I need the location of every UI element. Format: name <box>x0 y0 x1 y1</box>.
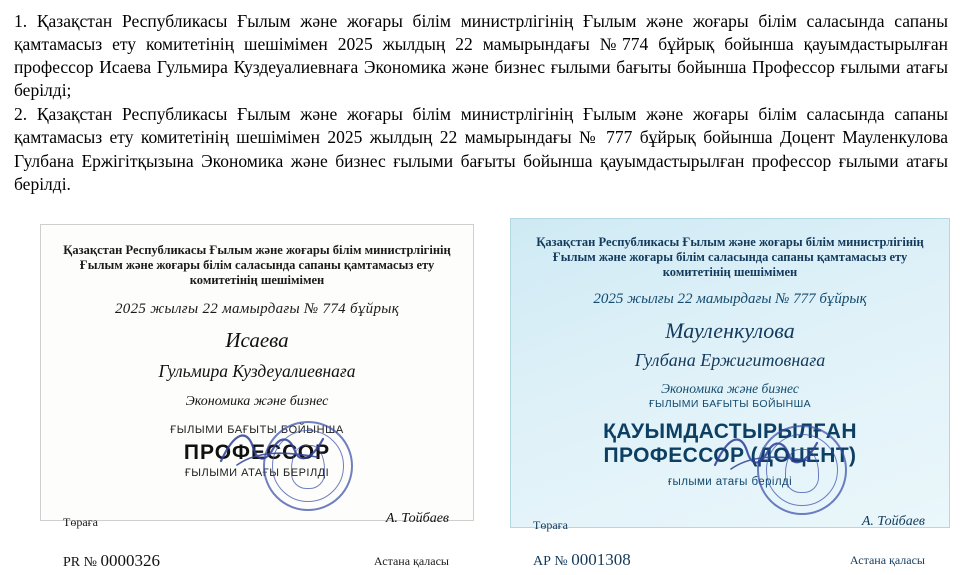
certificate-2-signer: А. Тойбаев <box>861 513 925 529</box>
certificate-2-title-line1: ҚАУЫМДАСТЫРЫЛҒАН <box>603 419 857 443</box>
certificate-associate-professor <box>510 218 950 569</box>
certificate-1-field-sub: ҒЫЛЫМИ БАҒЫТЫ БОЙЫНША <box>170 423 344 436</box>
certificate-1-granted: ҒЫЛЫМИ АТАҒЫ БЕРІЛДІ <box>184 466 330 479</box>
certificate-2-header: Қазақстан Республикасы Ғылым және жоғары білім министрлігінің Ғылым және жоғары білім саласында сапаны қамтамасыз ету комитетінің шешімімен <box>536 234 924 280</box>
certificate-2-field: Экономика және бизнес <box>661 380 799 396</box>
certificate-2-number <box>533 550 631 570</box>
certificate-1-field: Экономика және бизнес <box>185 393 329 409</box>
certificate-1-number-row <box>63 551 451 575</box>
certificate-2-city: Астана қаласы <box>849 552 925 567</box>
certificate-1-surname: Исаева <box>225 327 289 352</box>
paragraph-1: 1. Қазақстан Республикасы Ғылым және жоғары білім министрлігінің Ғылым және жоғары білім саласында сапаны қамтамасыз ету комитетінің шешімімен 2025 жылдың 22 мамырындағы №774 бұйрық бойынша қауымдастырылған профессор Исаева Гульмира Куздеуалиевнаға Экономика және бизнес ғылыми бағыты бойынша Профессор ғылыми атағы берілді; <box>14 11 948 101</box>
paragraph-2: 2. Қазақстан Республикасы Ғылым және жоғары білім министрлігінің Ғылым және жоғары білім саласында сапаны қамтамасыз ету комитетінің шешімімен 2025 жылдың 22 мамырындағы № 777 бұйрық бойынша Доцент Мауленкулова Гулбана Ержігітқызына Экономика және бизнес ғылыми бағыты бойынша қауымдастырылған профессор ғылыми атағы берілді. <box>14 104 948 194</box>
certificate-2-chair-label: Төраға <box>533 517 568 532</box>
certificate-1-number <box>63 551 160 571</box>
certificate-2-number-row <box>531 550 929 574</box>
certificate-1-order: 2025 жылғы 22 мамырдағы № 774 бұйрық <box>114 300 400 317</box>
certificate-1-chair-label: Төраға <box>63 514 98 529</box>
certificate-1-title: ПРОФЕССОР <box>183 440 331 464</box>
certificate-1-number-prefix: PR № <box>63 554 97 570</box>
certificate-2-footer <box>531 504 929 548</box>
certificate-1-footer <box>63 501 451 547</box>
certificate-images <box>14 218 948 570</box>
certificate-1-header: Қазақстан Республикасы Ғылым және жоғары білім министрлігінің Ғылым және жоғары білім саласында сапаны қамтамасыз ету комитетінің шешімімен <box>63 242 451 288</box>
certificate-2-given-name: Гулбана Ержигитовнаға <box>634 349 826 370</box>
certificate-2-title-line2: ПРОФЕССОР (ДОЦЕНТ) <box>603 443 857 467</box>
certificate-2-order: 2025 жылғы 22 мамырдағы № 777 бұйрық <box>593 290 867 307</box>
certificate-2-surname: Мауленкулова <box>665 317 795 343</box>
certificate-1-city: Астана қаласы <box>373 553 449 568</box>
certificate-1-number-value: 0000326 <box>100 550 160 570</box>
certificate-2-number-prefix: АР № <box>533 553 568 569</box>
certificate-1-signer: А. Тойбаев <box>385 510 449 526</box>
certificate-2-granted: ғылыми атағы берілді <box>667 475 793 488</box>
certificate-2-number-value: 0001308 <box>571 549 631 569</box>
certificate-2-field-sub: ҒЫЛЫМИ БАҒЫТЫ БОЙЫНША <box>648 397 812 410</box>
certificate-professor <box>40 224 474 570</box>
certificate-1-given-name: Гульмира Куздеуалиевнаға <box>158 360 356 381</box>
